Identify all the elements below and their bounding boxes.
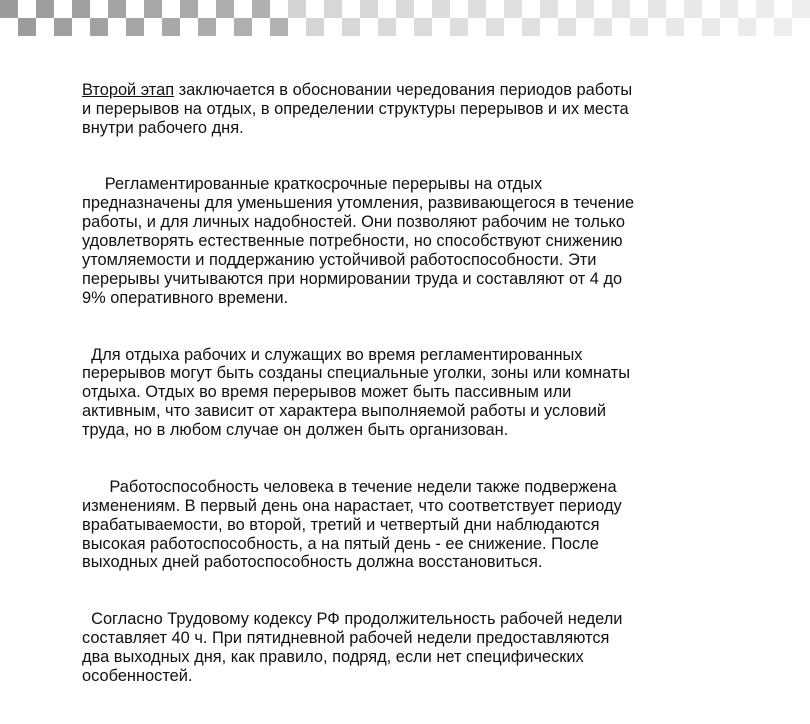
- checker-square: [18, 0, 36, 18]
- checker-square: [72, 18, 90, 36]
- checker-square: [432, 18, 450, 36]
- checker-square: [504, 0, 522, 18]
- checker-square: [180, 0, 198, 18]
- checker-square: [450, 18, 468, 36]
- checker-square: [648, 0, 666, 18]
- checker-square: [270, 18, 288, 36]
- checker-square: [252, 0, 270, 18]
- paragraph-weekly-capacity: [82, 478, 772, 573]
- checker-square: [432, 0, 450, 18]
- paragraph-text: Для отдыха рабочих и служащих во время регламентированных перерывов могут быть созданы специальные уголки, зоны или комнаты отдыха. Отдых во время перерывов может быть пассивным или активным, что зависит от характера выполняемой работы и условий труда, но в любом случае он должен быть организован.: [82, 345, 631, 440]
- checker-square: [198, 18, 216, 36]
- checker-square: [342, 0, 360, 18]
- checker-square: [630, 0, 648, 18]
- checker-square: [702, 0, 720, 18]
- checker-square: [666, 0, 684, 18]
- checker-square: [378, 0, 396, 18]
- checker-square: [234, 0, 252, 18]
- checker-square: [468, 18, 486, 36]
- paragraph-rest-areas: [82, 346, 772, 441]
- checker-square: [540, 0, 558, 18]
- checker-square: [378, 18, 396, 36]
- checker-square: [414, 18, 432, 36]
- checker-square: [288, 0, 306, 18]
- checker-square: [576, 18, 594, 36]
- checker-square: [180, 18, 198, 36]
- slide-body-text: [82, 43, 772, 724]
- paragraph-second-stage: [82, 81, 772, 138]
- checker-square: [558, 0, 576, 18]
- checker-square: [216, 18, 234, 36]
- checker-square: [666, 18, 684, 36]
- checker-square: [360, 0, 378, 18]
- checker-square: [144, 0, 162, 18]
- checker-square: [756, 0, 774, 18]
- checker-square: [162, 0, 180, 18]
- checker-square: [774, 18, 792, 36]
- checker-square: [54, 0, 72, 18]
- checker-square: [234, 18, 252, 36]
- checker-square: [360, 18, 378, 36]
- checker-square: [72, 0, 90, 18]
- paragraph-labor-code: [82, 610, 772, 686]
- checker-square: [18, 18, 36, 36]
- checker-square: [414, 0, 432, 18]
- checker-square: [540, 18, 558, 36]
- checker-square: [594, 0, 612, 18]
- checker-square: [342, 18, 360, 36]
- paragraph-lead-underlined: Второй этап: [82, 80, 175, 99]
- checker-square: [450, 0, 468, 18]
- checker-square: [756, 18, 774, 36]
- checker-square: [270, 0, 288, 18]
- checker-square: [630, 18, 648, 36]
- checker-square: [252, 18, 270, 36]
- checker-square: [684, 18, 702, 36]
- checker-square: [720, 18, 738, 36]
- checker-square: [0, 0, 18, 18]
- checker-square: [36, 18, 54, 36]
- checker-square: [216, 0, 234, 18]
- checker-square: [324, 0, 342, 18]
- checker-row-top: [0, 0, 800, 18]
- checker-square: [522, 18, 540, 36]
- checker-square: [90, 18, 108, 36]
- checker-square: [126, 0, 144, 18]
- checker-square: [0, 18, 18, 36]
- checker-square: [486, 0, 504, 18]
- checker-square: [36, 0, 54, 18]
- checker-square: [162, 18, 180, 36]
- checker-square: [612, 18, 630, 36]
- checker-square: [468, 0, 486, 18]
- checker-square: [90, 0, 108, 18]
- checker-square: [684, 0, 702, 18]
- checker-square: [738, 0, 756, 18]
- checker-square: [396, 0, 414, 18]
- checker-square: [396, 18, 414, 36]
- decorative-checker-band: [0, 0, 800, 36]
- paragraph-text: заключается в обосновании чередования периодов работы и перерывов на отдых, в определении структуры перерывов и их места внутри рабочего дня.: [82, 80, 633, 137]
- paragraph-text: Работоспособность человека в течение недели также подвержена изменениям. В первый день она нарастает, что соответствует периоду врабатываемости, во второй, третий и четвертый дни наблюдаются высокая работоспособность, а на пятый день - ее снижение. После выходных дней работоспособность должна восстановиться.: [82, 477, 622, 572]
- checker-square: [738, 18, 756, 36]
- paragraph-text: Регламентированные краткосрочные перерывы на отдых предназначены для уменьшения утомления, развивающегося в течение работы, и для личных надобностей. Они позволяют рабочим не только удовлетворять естественные потребности, но способствуют снижению утомляемости и поддержанию устойчивой работоспособности. Эти перерывы учитываются при нормировании труда и составляют от 4 до 9% оперативного времени.: [82, 175, 635, 307]
- checker-square: [522, 0, 540, 18]
- checker-square: [108, 0, 126, 18]
- checker-square: [306, 18, 324, 36]
- paragraph-short-breaks: [82, 175, 772, 307]
- checker-square: [288, 18, 306, 36]
- checker-square: [486, 18, 504, 36]
- checker-square: [792, 0, 810, 18]
- checker-square: [54, 18, 72, 36]
- checker-square: [612, 0, 630, 18]
- checker-square: [558, 18, 576, 36]
- checker-square: [702, 18, 720, 36]
- checker-square: [324, 18, 342, 36]
- checker-square: [594, 18, 612, 36]
- checker-square: [774, 0, 792, 18]
- checker-square: [108, 18, 126, 36]
- checker-square: [144, 18, 162, 36]
- checker-square: [198, 0, 216, 18]
- checker-square: [504, 18, 522, 36]
- checker-row-bottom: [0, 18, 800, 36]
- checker-square: [576, 0, 594, 18]
- checker-square: [648, 18, 666, 36]
- checker-square: [720, 0, 738, 18]
- checker-square: [792, 18, 810, 36]
- paragraph-text: Согласно Трудовому кодексу РФ продолжительность рабочей недели составляет 40 ч. При пятидневной рабочей недели предоставляются два выходных дня, как правило, подряд, если нет специфических особенностей.: [82, 610, 623, 685]
- checker-square: [126, 18, 144, 36]
- checker-square: [306, 0, 324, 18]
